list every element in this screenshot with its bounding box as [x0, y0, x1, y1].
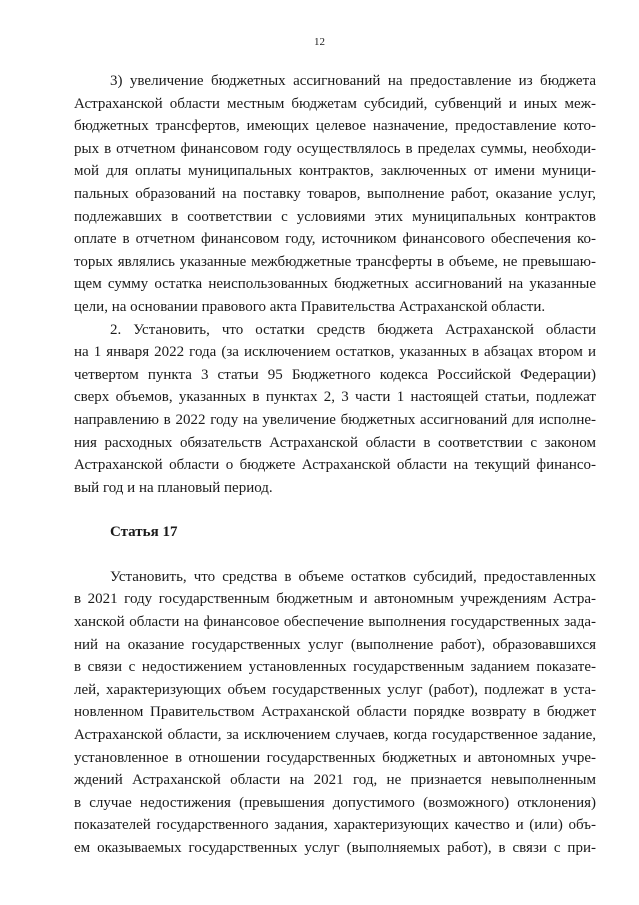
article-heading: Статья 17 [110, 524, 178, 541]
text-line: щем сумму остатка неиспользованных бюджетных ассигнований на указанные [74, 276, 596, 293]
text-line: новленном Правительством Астраханской области порядке возврату в бюджет [74, 704, 596, 721]
text-line: торых являлись указанные межбюджетные трансферты в объеме, не превышаю- [74, 253, 596, 270]
text-line: Астраханской области местным бюджетам субсидий, субвенций и иных меж- [74, 95, 596, 112]
paragraph-part-2 [74, 319, 596, 500]
text-line: ния расходных обязательств Астраханской области в соответствии с законом [74, 434, 596, 451]
text-line: оплате в отчетном финансовом году, источником финансового обеспечения ко- [74, 231, 596, 248]
text-line: пальных образований на поставку товаров, выполнение работ, оказание услуг, [74, 185, 596, 202]
paragraph-item-3 [74, 70, 596, 319]
text-line: ем оказываемых государственных услуг (выполняемых работ), в связи с при- [74, 840, 596, 856]
text-line: в случае недостижения (превышения допустимого (возможного) отклонения) [74, 794, 596, 811]
text-line: Астраханской области о бюджете Астраханской области на текущий финансо- [74, 457, 596, 474]
text-line: вый год и на плановый период. [74, 479, 273, 496]
text-line: ханской области на финансовое обеспечение выполнения государственных зада- [74, 614, 596, 631]
text-line: мой для оплаты муниципальных контрактов, заключенных от имени муници- [74, 163, 596, 180]
text-line: на 1 января 2022 года (за исключением остатков, указанных в абзацах втором и [74, 344, 596, 361]
text-line: ний на оказание государственных услуг (выполнение работ), образовавшихся [74, 636, 596, 653]
text-line: Астраханской области, за исключением случаев, когда государственное задание, [74, 727, 596, 744]
text-line: Установить, что средства в объеме остатков субсидий, предоставленных [110, 568, 596, 585]
document-body [74, 70, 596, 860]
text-line: 2. Установить, что остатки средств бюджета Астраханской области [110, 321, 596, 338]
text-line: направлению в 2022 году на увеличение бюджетных ассигнований для исполне- [74, 411, 596, 428]
text-line: в 2021 году государственным бюджетным и автономным учреждениям Астра- [74, 591, 596, 608]
text-line: бюджетных трансфертов, имеющих целевое назначение, предоставление кото- [74, 118, 596, 135]
text-line: ждений Астраханской области на 2021 год, не признается невыполненным [74, 772, 596, 789]
paragraph-article-17 [74, 566, 596, 860]
text-line: цели, на основании правового акта Правительства Астраханской области. [74, 298, 546, 315]
page-number: 12 [314, 36, 325, 48]
text-line: установленное в отношении государственных бюджетных и автономных учре- [74, 749, 596, 766]
text-line: рых в отчетном финансовом году осуществлялось в пределах суммы, необходи- [74, 140, 596, 157]
text-line: в связи с недостижением установленных государственным заданием показате- [74, 659, 596, 676]
text-line: четвертом пункта 3 статьи 95 Бюджетного кодекса Российской Федерации) [74, 366, 596, 383]
text-line: 3) увеличение бюджетных ассигнований на предоставление из бюджета [110, 73, 596, 89]
text-line: сверх объемов, указанных в пунктах 2, 3 части 1 настоящей статьи, подлежат [74, 389, 596, 406]
text-line: лей, характеризующих объем государственных услуг (работ), подлежат в уста- [74, 681, 596, 698]
text-line: подлежавших в соответствии с условиями этих муниципальных контрактов [74, 208, 596, 225]
text-line: показателей государственного задания, характеризующих качество и (или) объ- [74, 817, 596, 834]
